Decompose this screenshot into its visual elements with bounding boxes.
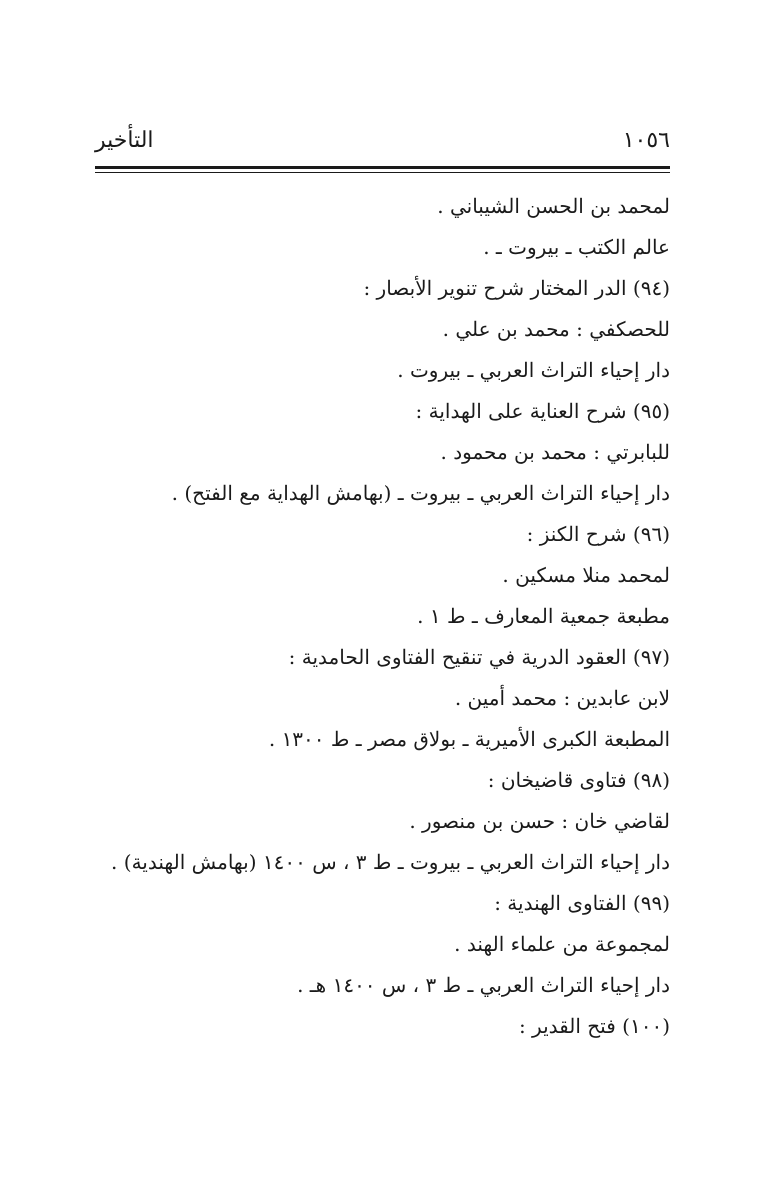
entry-heading: (٩٧) العقود الدرية في تنقيح الفتاوى الحامدية : <box>288 645 670 669</box>
header-rule-thin <box>95 172 670 173</box>
text-line: دار إحياء التراث العربي ـ ط ٣ ، س ١٤٠٠ هـ . <box>297 973 670 997</box>
text-line: لقاضي خان : حسن بن منصور . <box>409 809 670 833</box>
running-title: التأخير <box>95 128 154 153</box>
text-line: دار إحياء التراث العربي ـ بيروت ـ ط ٣ ، س ١٤٠٠ (بهامش الهندية) . <box>111 850 670 874</box>
text-line: مطبعة جمعية المعارف ـ ط ١ . <box>417 604 670 628</box>
entry-heading: (٩٨) فتاوى قاضيخان : <box>487 768 670 792</box>
entry-heading: (٩٥) شرح العناية على الهداية : <box>415 399 670 423</box>
entry-heading: (٩٦) شرح الكنز : <box>526 522 670 546</box>
bibliography-list <box>95 186 670 1047</box>
text-line: لمحمد منلا مسكين . <box>502 563 670 587</box>
text-line: للبابرتي : محمد بن محمود . <box>440 440 670 464</box>
page-header <box>95 128 670 162</box>
text-line: دار إحياء التراث العربي ـ بيروت ـ (بهامش الهداية مع الفتح) . <box>171 481 670 505</box>
text-line: عالم الكتب ـ بيروت ـ . <box>483 235 670 259</box>
entry-heading: (٩٩) الفتاوى الهندية : <box>494 891 670 915</box>
text-line: المطبعة الكبرى الأميرية ـ بولاق مصر ـ ط ١٣٠٠ . <box>268 727 670 751</box>
text-line: دار إحياء التراث العربي ـ بيروت . <box>397 358 670 382</box>
entry-heading: (٩٤) الدر المختار شرح تنوير الأبصار : <box>363 276 670 300</box>
text-line: لمحمد بن الحسن الشيباني . <box>437 194 670 218</box>
text-line: للحصكفي : محمد بن علي . <box>442 317 670 341</box>
entry-heading: (١٠٠) فتح القدير : <box>518 1014 670 1038</box>
header-rule-thick <box>95 166 670 169</box>
text-line: لابن عابدين : محمد أمين . <box>454 686 670 710</box>
text-line: لمجموعة من علماء الهند . <box>454 932 670 956</box>
page-number: ١٠٥٦ <box>622 128 670 153</box>
